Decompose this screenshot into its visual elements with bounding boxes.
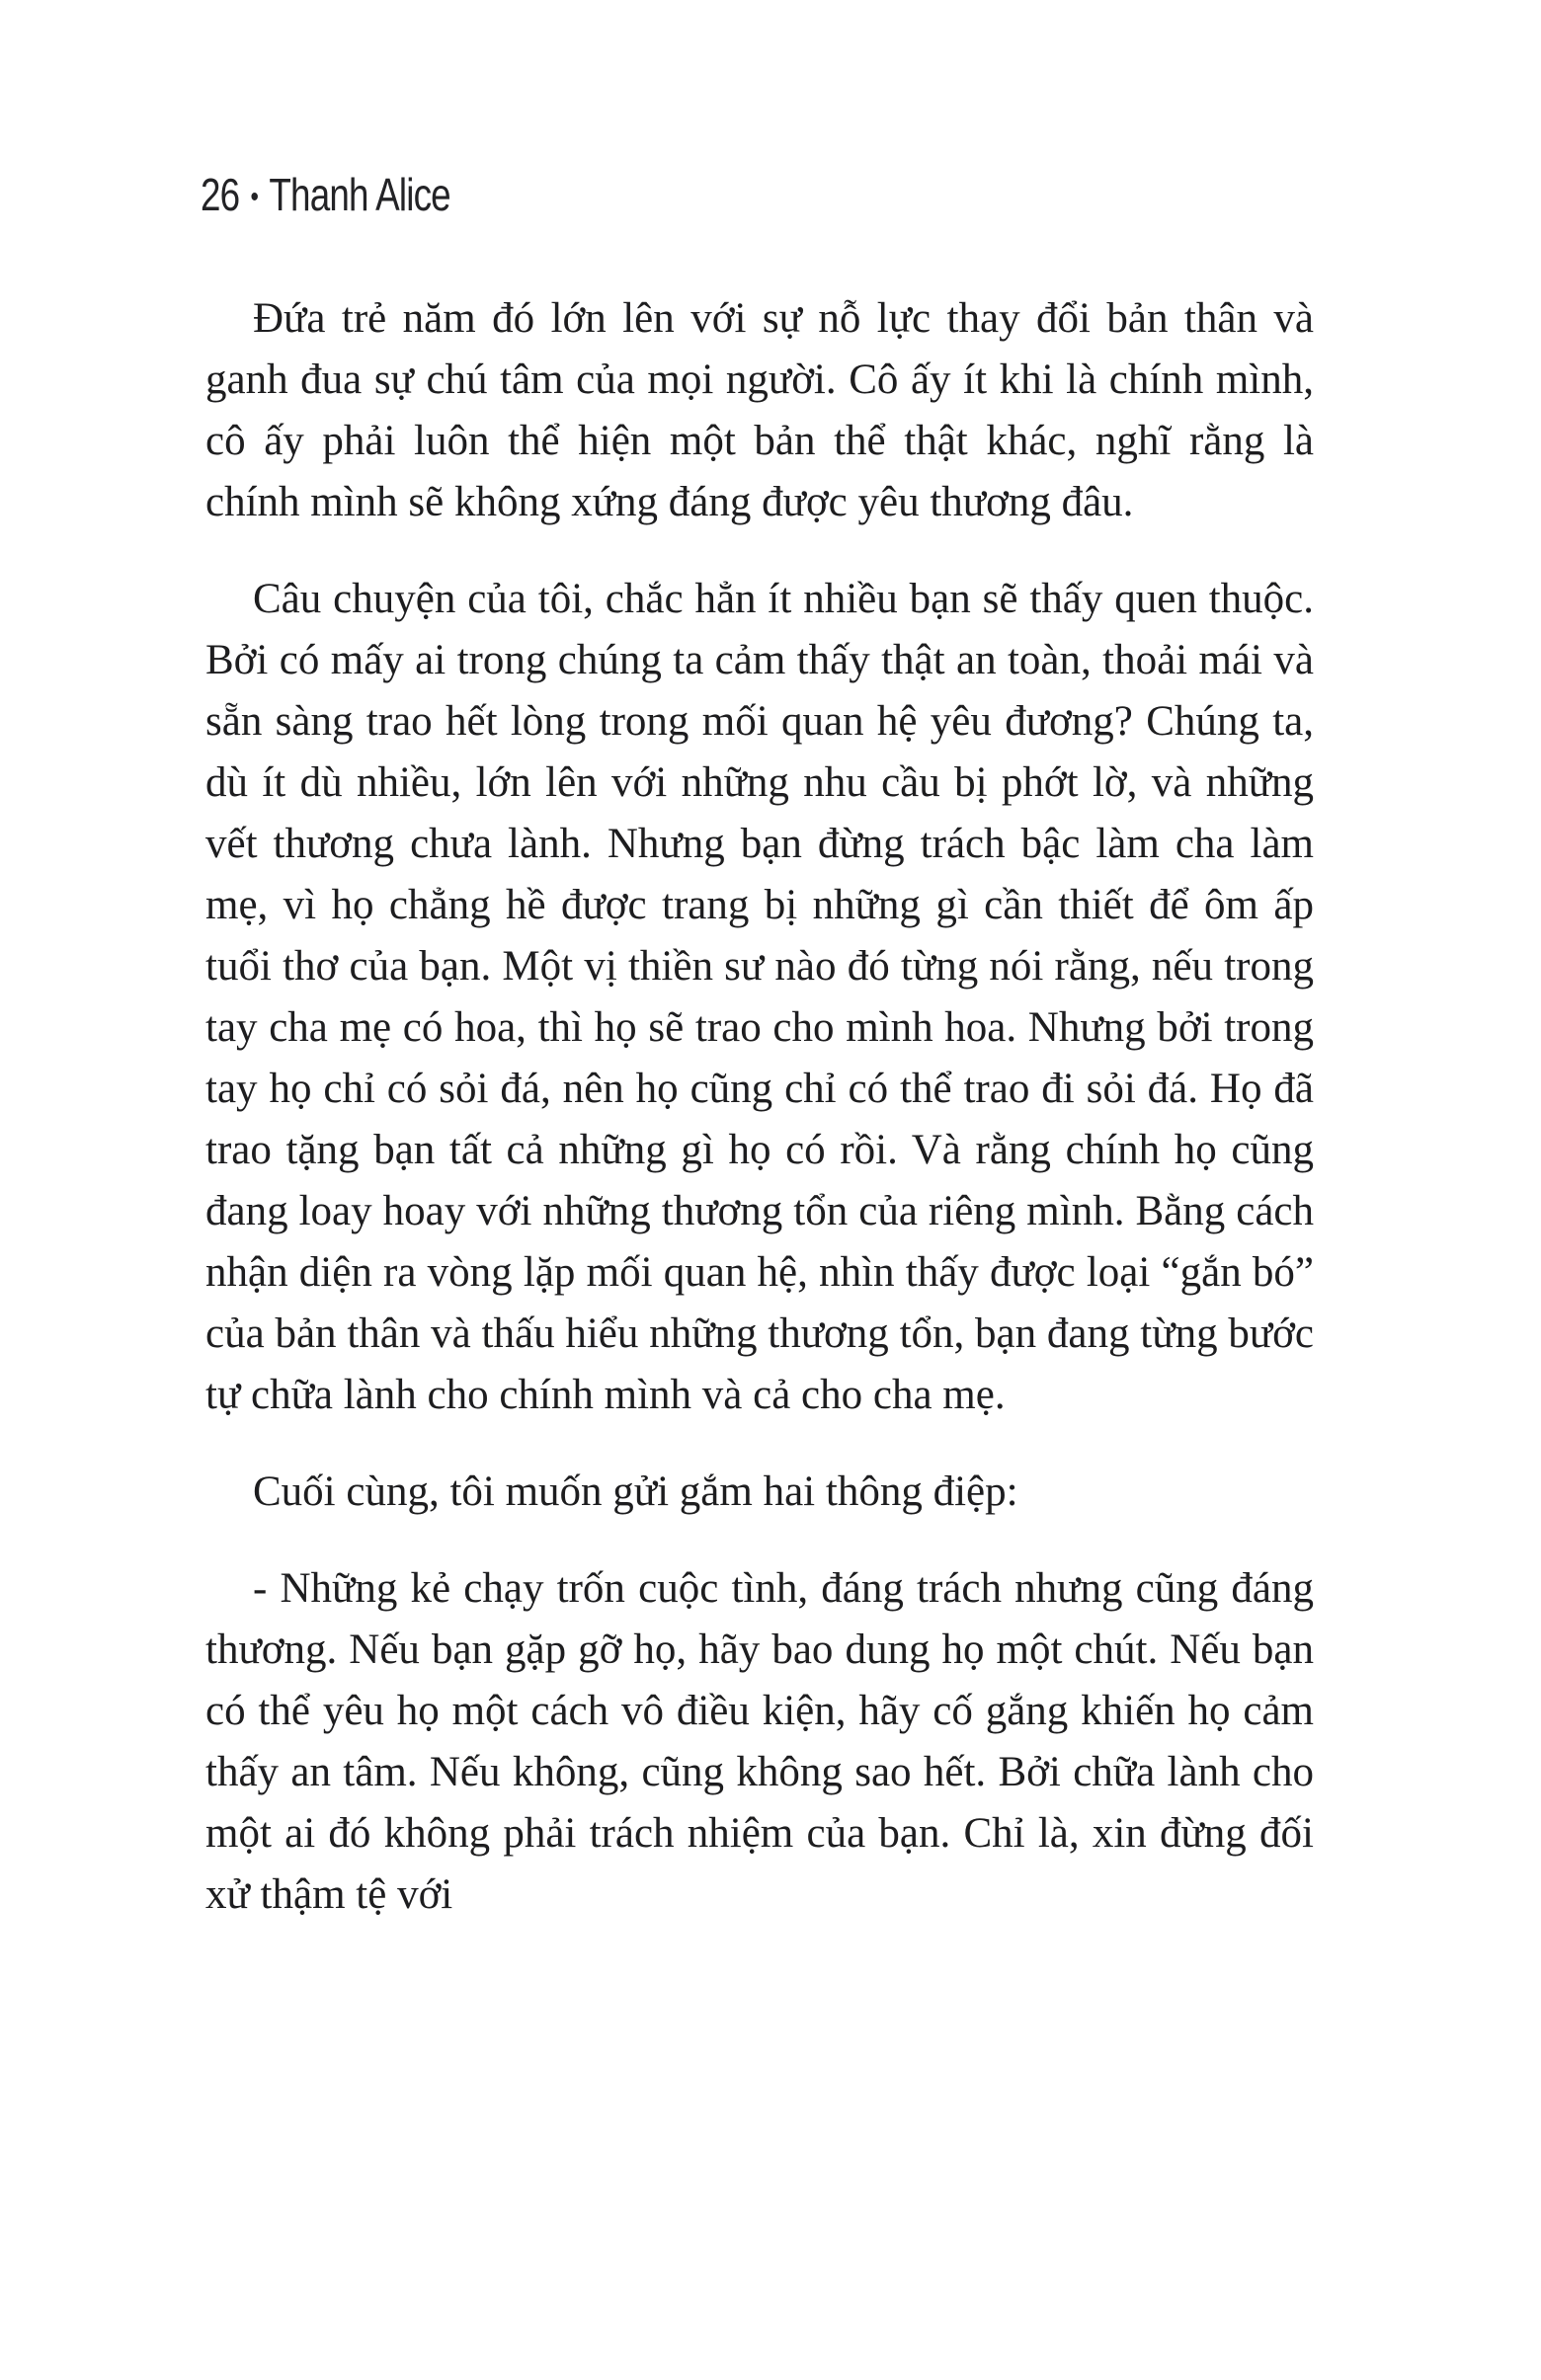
author-name: Thanh Alice [269, 169, 450, 220]
paragraph: - Những kẻ chạy trốn cuộc tình, đáng trách nhưng cũng đáng thương. Nếu bạn gặp gỡ họ, hãy bao dung họ một chút. Nếu bạn có thể yêu họ một cách vô điều kiện, hãy cố gắng khiến họ cảm thấy an tâm. Nếu không, cũng không sao hết. Bởi chữa lành cho một ai đó không phải trách nhiệm của bạn. Chỉ là, xin đừng đối xử thậm tệ với [205, 1565, 1314, 1918]
body-text [205, 288, 1314, 1926]
running-header [201, 168, 450, 221]
paragraph: Đứa trẻ năm đó lớn lên với sự nỗ lực thay đổi bản thân và ganh đua sự chú tâm của mọi người. Cô ấy ít khi là chính mình, cô ấy phải luôn thể hiện một bản thể thật khác, nghĩ rằng là chính mình sẽ không xứng đáng được yêu thương đâu. [205, 295, 1314, 525]
page-number: 26 [201, 169, 240, 220]
paragraph: Câu chuyện của tôi, chắc hẳn ít nhiều bạn sẽ thấy quen thuộc. Bởi có mấy ai trong chúng ta cảm thấy thật an toàn, thoải mái và sẵn sàng trao hết lòng trong mối quan hệ yêu đương? Chúng ta, dù ít dù nhiều, lớn lên với những nhu cầu bị phớt lờ, và những vết thương chưa lành. Nhưng bạn đừng trách bậc làm cha làm mẹ, vì họ chẳng hề được trang bị những gì cần thiết để ôm ấp tuổi thơ của bạn. Một vị thiền sư nào đó từng nói rằng, nếu trong tay cha mẹ có hoa, thì họ sẽ trao cho mình hoa. Nhưng bởi trong tay họ chỉ có sỏi đá, nên họ cũng chỉ có thể trao đi sỏi đá. Họ đã trao tặng bạn tất cả những gì họ có rồi. Và rằng chính họ cũng đang loay hoay với những thương tổn của riêng mình. Bằng cách nhận diện ra vòng lặp mối quan hệ, nhìn thấy được loại “gắn bó” của bản thân và thấu hiểu những thương tổn, bạn đang từng bước tự chữa lành cho chính mình và cả cho cha mẹ. [205, 576, 1314, 1418]
header-bullet-separator: • [250, 181, 259, 213]
paragraph: Cuối cùng, tôi muốn gửi gắm hai thông điệp: [253, 1468, 1018, 1515]
